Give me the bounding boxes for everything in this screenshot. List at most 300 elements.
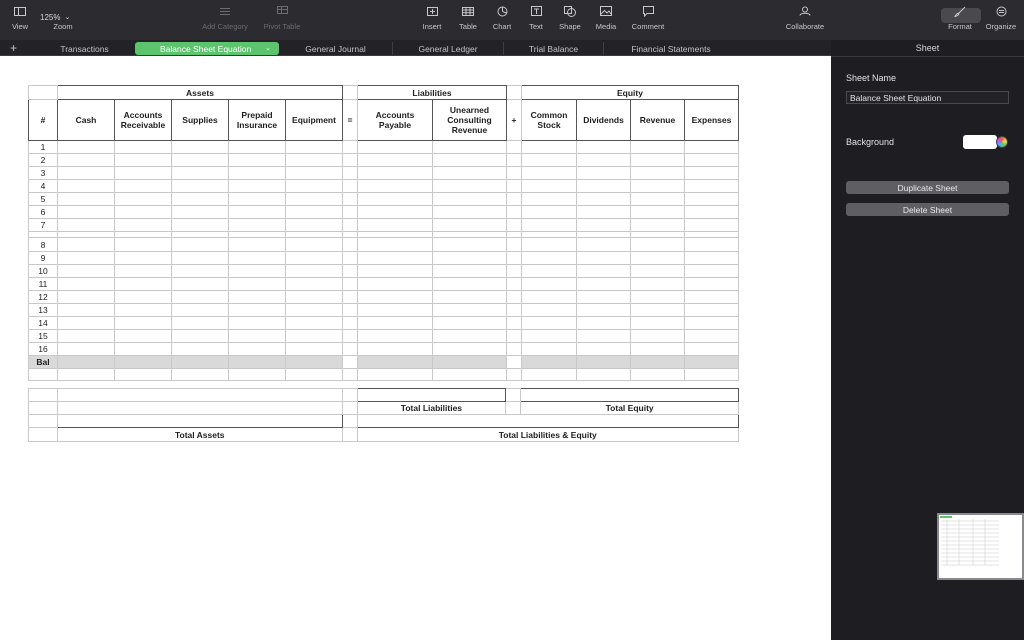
data-cell[interactable] — [433, 193, 507, 206]
text-button[interactable]: Text — [523, 0, 549, 40]
data-cell[interactable] — [685, 206, 739, 219]
equity-header: Equity — [522, 86, 739, 100]
data-cell[interactable] — [433, 369, 507, 381]
data-cell[interactable] — [286, 369, 343, 381]
equals-sign: = — [343, 100, 358, 141]
data-cell[interactable] — [58, 356, 115, 369]
row-number-cell: 14 — [29, 317, 58, 330]
data-cell[interactable] — [631, 278, 685, 291]
data-cell[interactable] — [631, 167, 685, 180]
data-cell[interactable] — [577, 206, 631, 219]
data-cell[interactable] — [631, 265, 685, 278]
data-cell[interactable] — [522, 141, 577, 154]
data-cell[interactable] — [577, 369, 631, 381]
data-cell[interactable] — [685, 154, 739, 167]
data-cell[interactable] — [358, 356, 433, 369]
data-cell[interactable] — [577, 317, 631, 330]
data-cell[interactable] — [286, 141, 343, 154]
data-cell[interactable] — [286, 193, 343, 206]
data-cell[interactable] — [172, 167, 229, 180]
collaborate-button[interactable]: Collaborate — [780, 0, 830, 40]
data-cell[interactable] — [685, 219, 739, 232]
data-cell[interactable] — [577, 167, 631, 180]
data-cell[interactable] — [358, 154, 433, 167]
data-cell[interactable] — [358, 291, 433, 304]
table-row-3[interactable] — [29, 167, 739, 180]
data-cell[interactable] — [577, 330, 631, 343]
separator-cell — [343, 167, 358, 180]
data-cell[interactable] — [229, 356, 286, 369]
row-number-cell: 3 — [29, 167, 58, 180]
view-button[interactable]: View — [8, 0, 32, 40]
data-cell[interactable] — [685, 193, 739, 206]
data-cell[interactable] — [286, 154, 343, 167]
table-row-bal[interactable] — [29, 356, 739, 369]
separator-cell — [507, 193, 522, 206]
sheet-tab-bar — [0, 40, 831, 56]
data-cell[interactable] — [522, 265, 577, 278]
format-button[interactable]: Format — [943, 0, 977, 40]
comment-button[interactable]: Comment — [628, 0, 668, 40]
table-row-5[interactable] — [29, 193, 739, 206]
data-cell[interactable] — [358, 206, 433, 219]
data-cell[interactable] — [358, 317, 433, 330]
data-cell[interactable] — [433, 206, 507, 219]
data-cell[interactable] — [286, 206, 343, 219]
separator-cell — [507, 291, 522, 304]
data-cell[interactable] — [172, 238, 229, 252]
data-cell[interactable] — [229, 238, 286, 252]
table-row-9[interactable] — [29, 252, 739, 265]
table-row-1[interactable] — [29, 141, 739, 154]
separator-cell — [343, 265, 358, 278]
data-cell[interactable] — [58, 265, 115, 278]
data-cell[interactable] — [229, 330, 286, 343]
data-cell[interactable] — [631, 180, 685, 193]
separator-cell — [507, 219, 522, 232]
shape-button[interactable]: Shape — [557, 0, 583, 40]
table-row-12[interactable] — [29, 291, 739, 304]
data-cell[interactable] — [286, 252, 343, 265]
col-supplies: Supplies — [172, 100, 229, 141]
chart-icon — [497, 0, 508, 22]
collaborate-icon — [799, 0, 811, 22]
data-cell[interactable] — [58, 304, 115, 317]
data-cell[interactable] — [58, 343, 115, 356]
separator-cell — [507, 154, 522, 167]
data-cell[interactable] — [433, 343, 507, 356]
text-icon — [531, 0, 542, 22]
data-cell[interactable] — [522, 219, 577, 232]
table-row-empty[interactable] — [29, 369, 739, 381]
data-cell[interactable] — [229, 167, 286, 180]
data-cell[interactable] — [631, 330, 685, 343]
data-cell[interactable] — [115, 167, 172, 180]
data-cell[interactable] — [58, 317, 115, 330]
row-number-cell: 10 — [29, 265, 58, 278]
data-cell[interactable] — [522, 317, 577, 330]
data-cell[interactable] — [433, 291, 507, 304]
row-number-cell: 9 — [29, 252, 58, 265]
data-cell[interactable] — [115, 369, 172, 381]
color-wheel-icon[interactable] — [996, 136, 1008, 148]
data-cell[interactable] — [522, 180, 577, 193]
duplicate-sheet-button[interactable]: Duplicate Sheet — [846, 181, 1009, 194]
tab-transactions[interactable]: Transactions — [60, 43, 109, 54]
data-cell[interactable] — [358, 238, 433, 252]
total-liabilities-value[interactable] — [357, 389, 506, 402]
separator-cell — [507, 206, 522, 219]
tab-general-journal[interactable]: General Journal — [305, 43, 366, 54]
data-cell[interactable] — [433, 265, 507, 278]
data-cell[interactable] — [433, 330, 507, 343]
separator-cell — [343, 180, 358, 193]
data-cell[interactable] — [577, 343, 631, 356]
data-cell[interactable] — [58, 193, 115, 206]
data-cell[interactable] — [631, 154, 685, 167]
data-cell[interactable] — [115, 219, 172, 232]
delete-sheet-button[interactable]: Delete Sheet — [846, 203, 1009, 216]
data-cell[interactable] — [433, 167, 507, 180]
data-cell[interactable] — [685, 343, 739, 356]
sheet-canvas — [0, 57, 831, 640]
data-cell[interactable] — [685, 304, 739, 317]
data-cell[interactable] — [577, 356, 631, 369]
chevron-down-icon: ⌄ — [64, 14, 71, 21]
separator-cell — [507, 265, 522, 278]
data-cell[interactable] — [58, 154, 115, 167]
data-cell[interactable] — [172, 356, 229, 369]
total-liabilities-label: Total Liabilities — [357, 402, 506, 415]
data-cell[interactable] — [115, 330, 172, 343]
total-liabilities-equity-value[interactable] — [357, 415, 739, 428]
row-number-header: # — [29, 100, 58, 141]
row-number-cell: 12 — [29, 291, 58, 304]
data-cell[interactable] — [172, 180, 229, 193]
data-cell[interactable] — [685, 330, 739, 343]
data-cell[interactable] — [685, 291, 739, 304]
data-cell[interactable] — [58, 167, 115, 180]
data-cell[interactable] — [172, 219, 229, 232]
data-cell[interactable] — [433, 252, 507, 265]
data-cell[interactable] — [286, 278, 343, 291]
data-cell[interactable] — [631, 252, 685, 265]
data-cell[interactable] — [229, 265, 286, 278]
data-cell[interactable] — [58, 369, 115, 381]
data-cell[interactable] — [229, 219, 286, 232]
data-cell[interactable] — [115, 238, 172, 252]
row-number-cell: 7 — [29, 219, 58, 232]
data-cell[interactable] — [172, 330, 229, 343]
data-cell[interactable] — [358, 278, 433, 291]
data-cell[interactable] — [358, 193, 433, 206]
separator-cell — [343, 291, 358, 304]
data-cell[interactable] — [631, 369, 685, 381]
data-cell[interactable] — [631, 141, 685, 154]
data-cell[interactable] — [286, 356, 343, 369]
data-cell[interactable] — [522, 193, 577, 206]
data-cell[interactable] — [433, 238, 507, 252]
data-cell[interactable] — [433, 180, 507, 193]
data-cell[interactable] — [229, 141, 286, 154]
data-cell[interactable] — [577, 304, 631, 317]
data-cell[interactable] — [115, 265, 172, 278]
data-cell[interactable] — [115, 278, 172, 291]
data-cell[interactable] — [58, 330, 115, 343]
data-cell[interactable] — [229, 278, 286, 291]
chevron-down-icon: ⌄ — [265, 45, 271, 52]
data-cell[interactable] — [631, 343, 685, 356]
data-cell[interactable] — [522, 167, 577, 180]
data-cell[interactable] — [358, 265, 433, 278]
pivot-table-button[interactable]: Pivot Table — [260, 0, 304, 40]
table-row-4[interactable] — [29, 180, 739, 193]
add-category-button[interactable]: Add Category — [196, 0, 254, 40]
separator-cell — [507, 252, 522, 265]
chart-button[interactable]: Chart — [489, 0, 515, 40]
data-cell[interactable] — [685, 238, 739, 252]
data-cell[interactable] — [577, 193, 631, 206]
data-cell[interactable] — [433, 219, 507, 232]
separator-cell — [343, 330, 358, 343]
data-cell[interactable] — [522, 206, 577, 219]
data-cell[interactable] — [577, 265, 631, 278]
data-cell[interactable] — [433, 356, 507, 369]
total-assets-value[interactable] — [57, 415, 342, 428]
data-cell[interactable] — [631, 317, 685, 330]
tab-general-ledger[interactable]: General Ledger — [392, 42, 503, 55]
data-cell[interactable] — [115, 193, 172, 206]
data-cell[interactable] — [286, 317, 343, 330]
data-cell[interactable] — [172, 291, 229, 304]
data-cell[interactable] — [685, 356, 739, 369]
data-cell[interactable] — [358, 219, 433, 232]
data-cell[interactable] — [522, 343, 577, 356]
data-cell[interactable] — [286, 238, 343, 252]
data-cell[interactable] — [229, 317, 286, 330]
separator-cell — [507, 304, 522, 317]
table-row-16[interactable] — [29, 343, 739, 356]
add-sheet-button[interactable]: + — [10, 41, 18, 55]
separator-cell — [343, 141, 358, 154]
data-cell[interactable] — [286, 330, 343, 343]
data-cell[interactable] — [58, 180, 115, 193]
data-cell[interactable] — [358, 304, 433, 317]
data-cell[interactable] — [522, 356, 577, 369]
table-row-7[interactable] — [29, 219, 739, 232]
data-cell[interactable] — [685, 180, 739, 193]
separator-cell — [343, 278, 358, 291]
col-prepaid-insurance: Prepaid Insurance — [229, 100, 286, 141]
data-cell[interactable] — [522, 304, 577, 317]
data-cell[interactable] — [286, 167, 343, 180]
data-cell[interactable] — [172, 317, 229, 330]
table-row-6[interactable] — [29, 206, 739, 219]
table-row-2[interactable] — [29, 154, 739, 167]
balance-sheet-table[interactable] — [28, 85, 739, 381]
table-row-10[interactable] — [29, 265, 739, 278]
insert-button[interactable]: Insert — [418, 0, 446, 40]
data-cell[interactable] — [115, 291, 172, 304]
data-cell[interactable] — [522, 330, 577, 343]
separator-cell — [343, 304, 358, 317]
data-cell[interactable] — [58, 219, 115, 232]
tab-financial-statements[interactable]: Financial Statements — [603, 42, 738, 55]
data-cell[interactable] — [631, 304, 685, 317]
data-cell[interactable] — [685, 141, 739, 154]
data-cell[interactable] — [115, 180, 172, 193]
data-cell[interactable] — [172, 206, 229, 219]
separator-cell — [507, 278, 522, 291]
data-cell[interactable] — [172, 304, 229, 317]
data-cell[interactable] — [58, 206, 115, 219]
data-cell[interactable] — [229, 291, 286, 304]
data-cell[interactable] — [115, 206, 172, 219]
data-cell[interactable] — [358, 167, 433, 180]
data-cell[interactable] — [286, 291, 343, 304]
data-cell[interactable] — [522, 278, 577, 291]
data-cell[interactable] — [229, 206, 286, 219]
data-cell[interactable] — [358, 369, 433, 381]
data-cell[interactable] — [172, 265, 229, 278]
data-cell[interactable] — [433, 278, 507, 291]
data-cell[interactable] — [433, 317, 507, 330]
table-button[interactable]: Table — [455, 0, 481, 40]
table-row-14[interactable] — [29, 317, 739, 330]
data-cell[interactable] — [522, 369, 577, 381]
data-cell[interactable] — [286, 343, 343, 356]
data-cell[interactable] — [172, 343, 229, 356]
col-revenue: Revenue — [631, 100, 685, 141]
data-cell[interactable] — [229, 252, 286, 265]
data-cell[interactable] — [631, 291, 685, 304]
data-cell[interactable] — [58, 252, 115, 265]
data-cell[interactable] — [229, 369, 286, 381]
data-cell[interactable] — [631, 219, 685, 232]
data-cell[interactable] — [115, 154, 172, 167]
data-cell[interactable] — [631, 356, 685, 369]
media-button[interactable]: Media — [592, 0, 620, 40]
data-cell[interactable] — [685, 369, 739, 381]
data-cell[interactable] — [631, 238, 685, 252]
data-cell[interactable] — [685, 167, 739, 180]
data-cell[interactable] — [433, 304, 507, 317]
totals-table[interactable] — [28, 388, 739, 442]
data-cell[interactable] — [433, 154, 507, 167]
data-cell[interactable] — [229, 154, 286, 167]
data-cell[interactable] — [358, 330, 433, 343]
data-cell[interactable] — [577, 238, 631, 252]
data-cell[interactable] — [286, 180, 343, 193]
data-cell[interactable] — [115, 304, 172, 317]
data-cell[interactable] — [172, 278, 229, 291]
total-equity-value[interactable] — [521, 389, 739, 402]
data-cell[interactable] — [685, 317, 739, 330]
data-cell[interactable] — [229, 193, 286, 206]
background-color-swatch[interactable] — [963, 135, 997, 149]
data-cell[interactable] — [358, 180, 433, 193]
row-number-cell: 5 — [29, 193, 58, 206]
data-cell[interactable] — [229, 180, 286, 193]
data-cell[interactable] — [58, 278, 115, 291]
data-cell[interactable] — [115, 141, 172, 154]
organize-button[interactable]: Organize — [982, 0, 1020, 40]
data-cell[interactable] — [577, 219, 631, 232]
data-cell[interactable] — [358, 343, 433, 356]
table-row-15[interactable] — [29, 330, 739, 343]
data-cell[interactable] — [577, 141, 631, 154]
data-cell[interactable] — [58, 141, 115, 154]
data-cell[interactable] — [522, 291, 577, 304]
data-cell[interactable] — [115, 343, 172, 356]
table-row-8[interactable] — [29, 238, 739, 252]
data-cell[interactable] — [115, 317, 172, 330]
tab-trial-balance[interactable]: Trial Balance — [503, 42, 603, 55]
zoom-value: 125% — [40, 12, 61, 22]
data-cell[interactable] — [172, 141, 229, 154]
data-cell[interactable] — [358, 252, 433, 265]
separator-cell — [507, 141, 522, 154]
data-cell[interactable] — [172, 193, 229, 206]
data-cell[interactable] — [577, 278, 631, 291]
row-number-cell: 8 — [29, 238, 58, 252]
thumbnail-grid — [939, 515, 1022, 578]
data-cell[interactable] — [286, 265, 343, 278]
data-cell[interactable] — [685, 278, 739, 291]
data-cell[interactable] — [577, 180, 631, 193]
data-cell[interactable] — [229, 343, 286, 356]
data-cell[interactable] — [58, 238, 115, 252]
col-equipment: Equipment — [286, 100, 343, 141]
data-cell[interactable] — [577, 154, 631, 167]
data-cell[interactable] — [577, 252, 631, 265]
col-common-stock: Common Stock — [522, 100, 577, 141]
data-cell[interactable] — [522, 252, 577, 265]
data-cell[interactable] — [577, 291, 631, 304]
data-cell[interactable] — [685, 252, 739, 265]
data-cell[interactable] — [433, 141, 507, 154]
data-cell[interactable] — [286, 219, 343, 232]
data-cell[interactable] — [172, 369, 229, 381]
data-cell[interactable] — [58, 291, 115, 304]
separator-cell — [343, 154, 358, 167]
table-row-11[interactable] — [29, 278, 739, 291]
data-cell[interactable] — [115, 252, 172, 265]
sheet-name-input[interactable] — [846, 91, 1009, 104]
tab-balance-sheet-equation[interactable]: Balance Sheet Equation ⌄ — [135, 42, 279, 55]
row-number-cell: 2 — [29, 154, 58, 167]
separator-cell — [343, 206, 358, 219]
separator-cell — [343, 252, 358, 265]
data-cell[interactable] — [229, 304, 286, 317]
row-number-cell: 6 — [29, 206, 58, 219]
data-cell[interactable] — [522, 238, 577, 252]
data-cell[interactable] — [286, 304, 343, 317]
data-cell[interactable] — [115, 356, 172, 369]
table-row-13[interactable] — [29, 304, 739, 317]
data-cell[interactable] — [172, 252, 229, 265]
data-cell[interactable] — [358, 141, 433, 154]
data-cell[interactable] — [631, 193, 685, 206]
col-unearned-consulting-revenue: Unearned Consulting Revenue — [433, 100, 507, 141]
separator-cell — [507, 180, 522, 193]
data-cell[interactable] — [631, 206, 685, 219]
data-cell[interactable] — [172, 154, 229, 167]
data-cell[interactable] — [522, 154, 577, 167]
sheet-thumbnail-preview[interactable] — [937, 513, 1024, 580]
data-cell[interactable] — [685, 265, 739, 278]
separator-cell — [343, 317, 358, 330]
